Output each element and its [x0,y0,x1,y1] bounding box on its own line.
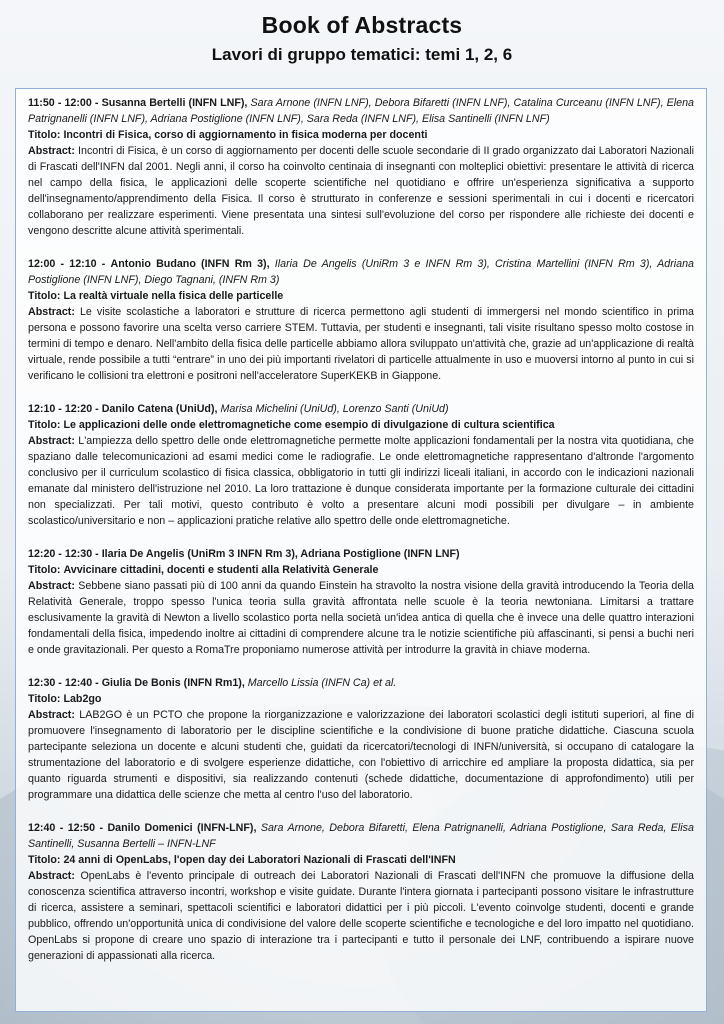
entry-title: La realtà virtuale nella fisica delle particelle [63,290,284,302]
titolo-label: Titolo: [28,693,61,705]
titolo-label: Titolo: [28,290,61,302]
titolo-label: Titolo: [28,564,61,576]
entry-authors-line [28,546,694,562]
entry-title: Lab2go [63,693,102,705]
entry-time: 12:20 - 12:30 - [28,548,99,560]
abstract-label: Abstract: [28,306,75,318]
entry-title-line [28,691,694,707]
entry-time: 12:00 - 12:10 - [28,258,106,270]
entry-title-line [28,562,694,578]
entry-abstract: Incontri di Fisica, è un corso di aggiornamento per docenti delle scuole secondarie di II grado organizzato dai Laboratori Nazionali di Frascati dell'INFN dal 2001. Negli anni, il corso ha coinvolto centinaia di insegnanti con molteplici obiettivi: presentare le attività di ricerca nel campo della fisica, le applicazioni delle scoperte scientifiche nel quotidiano e offrire un'esperienza significativa a supporto dell'insegnamento/apprendimento della Fisica. Il corso è strutturato in conferenze e sessioni sperimentali in cui i docenti e ricercatori collaborano per realizzare esperimenti. Viene presentata una sintesi sull'evoluzione del corso per rispondere alle richieste dei docenti e vengono descritte alcune attività sperimentali. [28,145,694,237]
entry-authors-line [28,95,694,127]
titolo-label: Titolo: [28,129,61,141]
entry-abstract-line [28,578,694,658]
entry-abstract: LAB2GO è un PCTO che propone la riorganizzazione e valorizzazione dei laboratori scolastici degli istituti superiori, al fine di promuovere l'insegnamento di laboratorio per le discipline scientifiche e la condivisione di buone pratiche didattiche. Ciascuna scuola partecipante seleziona un docente e alcuni studenti che, guidati da ricercatori/tecnologi di INFN/università, si occupano di catalogare la strumentazione del laboratorio e di svolgere esperienze didattiche, con l'obiettivo di arricchire ed ampliare la proposta didattica, sia per quanto riguarda strumenti e dispositivi, sia realizzando contenuti (schede didattiche, documentazione di approfondimento) utili per programmare una didattica delle scienze che metta al centro l'uso del laboratorio. [28,709,694,801]
abstract-entry [28,675,694,803]
abstracts-panel [15,88,707,1012]
entry-abstract: Sebbene siano passati più di 100 anni da quando Einstein ha stravolto la nostra visione della gravità introducendo la Teoria della Relatività Generale, troppo spesso l'unica teoria sulla gravità affrontata nelle scuole è la teoria newtoniana. Limitarsi a trattare esclusivamente la gravità di Newton a livello scolastico porta nella società un'idea antica di quella che è invece una delle quattro interazioni fondamentali della fisica, impedendo inoltre ai cittadini di comprendere alcune tra le notizie scientifiche più affascinanti, si pensi a buchi neri e onde gravitazionali. Per questo a RomaTre proponiamo numerose attività per introdurre la gravità in chiave moderna. [28,580,694,656]
entry-speaker: Antonio Budano (INFN Rm 3), [110,258,270,270]
entry-title: 24 anni di OpenLabs, l'open day dei Laboratori Nazionali di Frascati dell'INFN [63,854,456,866]
entry-time: 12:40 - 12:50 - [28,822,104,834]
entry-coauthors: Marisa Michelini (UniUd), Lorenzo Santi (UniUd) [220,403,449,415]
abstract-label: Abstract: [28,709,75,721]
entry-title-line [28,417,694,433]
entry-title-line [28,288,694,304]
entry-time: 12:30 - 12:40 - [28,677,99,689]
entry-abstract-line [28,868,694,964]
page-subtitle: Lavori di gruppo tematici: temi 1, 2, 6 [211,45,513,64]
entry-abstract: OpenLabs è l'evento principale di outreach dei Laboratori Nazionali di Frascati dell'INFN che promuove la diffusione della conoscenza scientifica attraverso incontri, workshop e visite guidate. Durante l'intera giornata i partecipanti possono visitare le infrastrutture di ricerca, assistere a seminari, spettacoli scientifici e laboratori didattici per i più piccoli. L'evento coinvolge studenti, docenti e grande pubblico, offrendo un'opportunità unica di condivisione del valore delle scoperte scientifiche e tecnologiche e del loro impatto nel quotidiano. OpenLabs si propone di creare uno spazio di interazione tra i partecipanti e tutto il personale dei LNF, contribuendo a ispirare nuove generazioni di appassionati alla ricerca. [28,870,694,962]
entry-abstract: Le visite scolastiche a laboratori e strutture di ricerca permettono agli studenti di immergersi nel mondo scientifico in prima persona e possono favorire una scelta verso carriere STEM. Tuttavia, per studenti e insegnanti, tali visite risultano spesso molto costose in termini di tempo e denaro. Nell'ambito della fisica delle particelle abbiamo allora sviluppato un'attività che, grazie ad un'applicazione di realtà virtuale, rende possibile a tutti “entrare” in uno dei più importanti rivelatori di particelle attualmente in uso e muoversi intorno al punto in cui si verificano le collisioni tra elettroni e positroni nell'acceleratore SuperKEKB in Giappone. [28,306,694,382]
entry-authors-line [28,256,694,288]
entry-speaker: Danilo Catena (UniUd), [101,403,218,415]
titolo-label: Titolo: [28,854,61,866]
entry-abstract-line [28,707,694,803]
entry-coauthors: Marcello Lissia (INFN Ca) et al. [247,677,397,689]
entry-speaker: Giulia De Bonis (INFN Rm1), [101,677,245,689]
abstract-entry [28,401,694,529]
entry-authors-line [28,675,694,691]
entry-coauthors: Sara Arnone, Debora Bifaretti, Elena Patrignanelli, Adriana Postiglione, Sara Reda, Elisa Santinelli, Susanna Bertelli – INFN-LNF [28,822,694,850]
abstract-label: Abstract: [28,145,75,157]
entry-title-line [28,852,694,868]
page-header [0,12,724,65]
abstract-label: Abstract: [28,870,75,882]
entry-coauthors: Ilaria De Angelis (UniRm 3 e INFN Rm 3), Cristina Martellini (INFN Rm 3), Adriana Postiglione (INFN LNF), Diego Tagnani, (INFN Rm 3) [28,258,694,286]
entry-abstract-line [28,143,694,239]
abstract-label: Abstract: [28,580,75,592]
entry-abstract-line [28,304,694,384]
abstract-entry [28,256,694,384]
abstract-label: Abstract: [28,435,75,447]
entry-time: 11:50 - 12:00 - [28,97,99,109]
entry-coauthors: Sara Arnone (INFN LNF), Debora Bifaretti (INFN LNF), Catalina Curceanu (INFN LNF), Elena Patrignanelli (INFN LNF), Adriana Postiglione (INFN LNF), Sara Reda (INFN LNF), Elisa Santinelli (INFN LNF) [28,97,694,125]
entry-speaker: Danilo Domenici (INFN-LNF), [107,822,257,834]
abstract-entry [28,95,694,239]
entry-speaker: Ilaria De Angelis (UniRm 3 INFN Rm 3), Adriana Postiglione (INFN LNF) [101,548,460,560]
entry-title: Avvicinare cittadini, docenti e studenti alla Relatività Generale [63,564,379,576]
entry-abstract: L'ampiezza dello spettro delle onde elettromagnetiche permette molte applicazioni fondamentali per la nostra vita quotidiana, che spaziano dalle telecomunicazioni ad esami medici come le radiografie. Le onde elettromagnetiche rappresentano d'altronde l'argomento conclusivo per il curriculum scolastico di fisica classica, obbligatorio in tutti gli indirizzi liceali italiani, in accordo con le indicazioni nazionali emanate dal ministero dell'istruzione nel 2010. La loro trattazione è dunque considerata importante per la formazione culturale dei cittadini non specializzati. Per tali motivi, questo contributo è volto a presentare alcuni modi possibili per divulgare – in ambiente scolastico/universitario e non – applicazioni pratiche relative allo spettro delle onde elettromagnetiche. [28,435,694,527]
entry-authors-line [28,820,694,852]
titolo-label: Titolo: [28,419,61,431]
entry-speaker: Susanna Bertelli (INFN LNF), [101,97,248,109]
entry-abstract-line [28,433,694,529]
entry-time: 12:10 - 12:20 - [28,403,99,415]
page-title: Book of Abstracts [261,12,463,38]
entry-title-line [28,127,694,143]
abstract-entry [28,820,694,964]
entry-title: Incontri di Fisica, corso di aggiornamento in fisica moderna per docenti [63,129,428,141]
entry-title: Le applicazioni delle onde elettromagnetiche come esempio di divulgazione di cultura scientifica [63,419,555,431]
entry-authors-line [28,401,694,417]
abstract-entry [28,546,694,658]
